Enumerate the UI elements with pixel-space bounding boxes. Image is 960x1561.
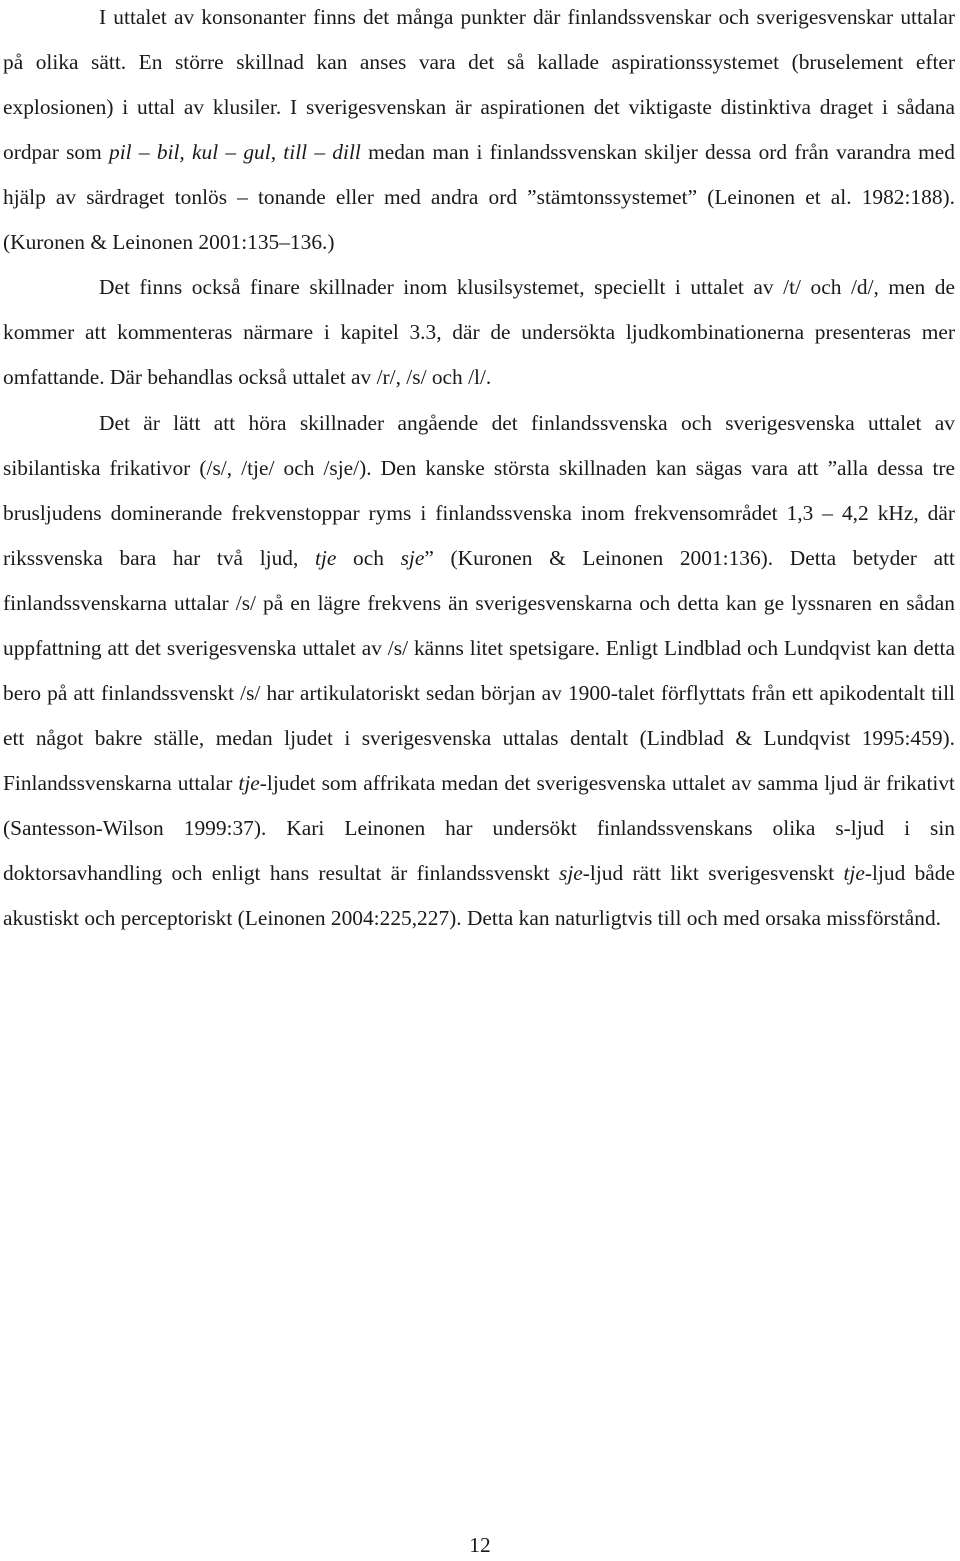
text-segment: medan man i finlandssvenskan skiljer dessa ord från varandra med hjälp av särdraget tonlös – tonande eller med andra ord ”stämtonssystemet” (Leinonen et al. 1982:188). (Kuronen & Leinonen 2001:135–136.): [3, 140, 955, 254]
text-segment: och: [336, 546, 401, 570]
text-segment: ” (Kuronen & Leinonen 2001:136). Detta betyder att finlandssvenskarna uttalar /s/ på en lägre frekvens än sverigesvenskarna och detta kan ge lyssnaren en sådan uppfattning att det sverigesvenska uttalet av /s/ känns litet spetsigare. Enligt Lindblad och Lundqvist kan detta bero på att finlandssvenskt /s/ har artikulatoriskt sedan början av 1900-talet förflyttats från ett apikodentalt till ett något bakre ställe, medan ljudet i sverigesvenska uttalas dentalt (Lindblad & Lundqvist 1995:459). Finlandssvenskarna uttalar: [3, 546, 955, 795]
italic-term: tje: [238, 771, 260, 795]
italic-word-pairs: pil – bil, kul – gul, till – dill: [109, 140, 361, 164]
paragraph-plosive-system: [3, 265, 955, 400]
italic-term: sje: [400, 546, 425, 570]
paragraph-sibilant-fricatives: [3, 401, 955, 941]
text-segment: I uttalet av konsonanter finns det många punkter där finlandssvenskar och sverigesvenskar uttalar på olika sätt. En större skillnad kan anses vara det så kallade aspirationssystemet (bruselement efter explosionen) i uttal av klusiler. I sverigesvenskan är aspirationen det viktigaste distinktiva draget i sådana ordpar som: [3, 5, 955, 164]
text-segment: Det finns också finare skillnader inom klusilsystemet, speciellt i uttalet av /t/ och /d/, men de kommer att kommenteras närmare i kapitel 3.3, där de undersökta ljudkombinationerna presenteras mer omfattande. Där behandlas också uttalet av /r/, /s/ och /l/.: [3, 275, 955, 389]
text-segment: -ljud rätt likt sverigesvenskt: [582, 861, 844, 885]
text-segment: Det är lätt att höra skillnader angående det finlandssvenska och sverigesvenska uttalet av sibilantiska frikativor (/s/, /tje/ och /sje/). Den kanske största skillnaden kan sägas vara att ”alla dessa tre brusljudens dominerande frekvenstoppar ryms i finlandssvenska inom frekvensområdet 1,3 – 4,2 kHz, där rikssvenska bara har två ljud,: [3, 411, 955, 570]
text-segment: -ljud både akustiskt och perceptoriskt (Leinonen 2004:225,227). Detta kan naturligtvis till och med orsaka missförstånd.: [3, 861, 955, 930]
italic-term: sje: [559, 861, 583, 885]
text-segment: -ljudet som affrikata medan det sverigesvenska uttalet av samma ljud är frikativt (Santesson-Wilson 1999:37). Kari Leinonen har undersökt finlandssvenskans olika s-ljud i sin doktorsavhandling och enligt hans resultat är finlandssvenskt: [3, 771, 955, 885]
page-number: 12: [469, 1533, 491, 1557]
italic-term: tje: [843, 861, 865, 885]
paragraph-consonant-pronunciation: [3, 0, 955, 265]
italic-term: tje: [314, 546, 337, 570]
document-page: [3, 0, 955, 941]
